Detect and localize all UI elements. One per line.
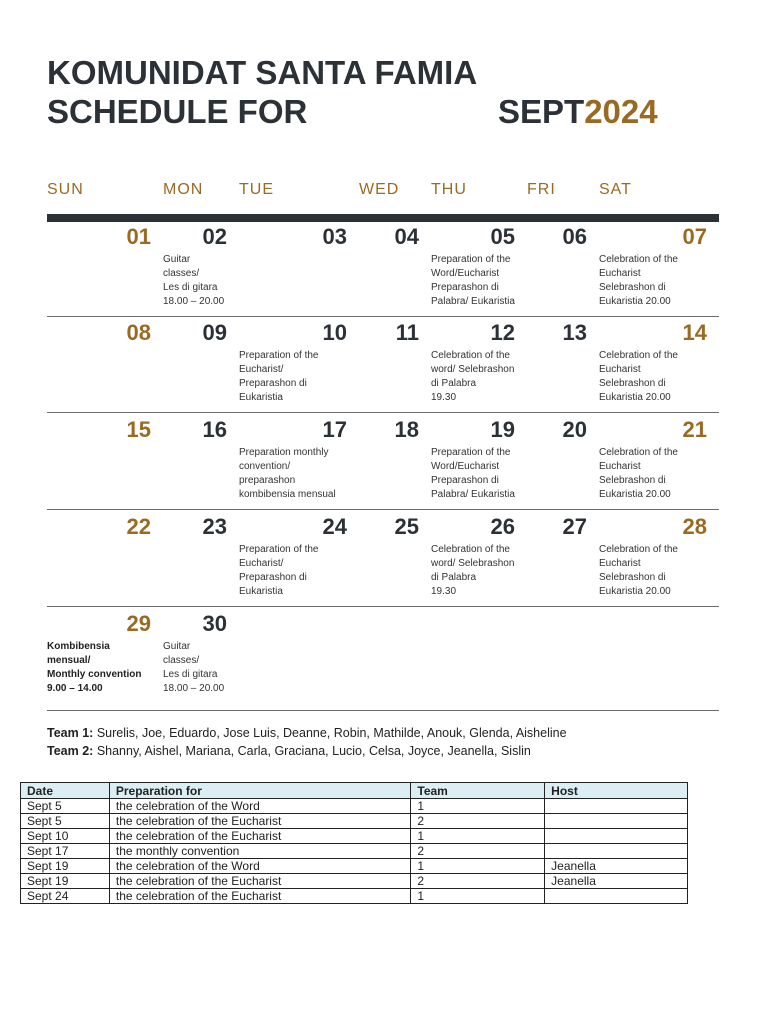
weekday-thu: THU bbox=[431, 181, 467, 198]
table-cell: 2 bbox=[411, 844, 545, 859]
title-line-2: SCHEDULE FOR bbox=[47, 93, 308, 130]
day-event-note: Celebration of the word/ Selebrashon di Palabra 19.30 bbox=[431, 544, 515, 597]
table-row bbox=[21, 889, 688, 904]
week-divider bbox=[47, 412, 719, 413]
table-row bbox=[21, 799, 688, 814]
day-event-note: Celebration of the Eucharist Selebrashon di Eukaristia 20.00 bbox=[599, 447, 678, 500]
day-number: 10 bbox=[322, 320, 347, 345]
day-number: 12 bbox=[490, 320, 515, 345]
preparation-table bbox=[20, 782, 688, 904]
day-event-note: Celebration of the Eucharist Selebrashon di Eukaristia 20.00 bbox=[599, 254, 678, 307]
day-event-note: Kombibensia mensual/ Monthly convention 9.00 – 14.00 bbox=[47, 641, 142, 694]
column-header: Team bbox=[411, 783, 545, 799]
table-cell: the monthly convention bbox=[109, 844, 411, 859]
day-number: 13 bbox=[562, 320, 587, 345]
preparation-table-header bbox=[21, 783, 688, 799]
day-number: 22 bbox=[126, 514, 151, 539]
team-2-members: Shanny, Aishel, Mariana, Carla, Graciana, Lucio, Celsa, Joyce, Jeanella, Sislin bbox=[96, 744, 531, 758]
day-event-note: Preparation monthly convention/ preparashon kombibensia mensual bbox=[239, 447, 336, 500]
table-cell: the celebration of the Eucharist bbox=[109, 889, 411, 904]
title-month-year bbox=[498, 94, 658, 130]
column-header: Date bbox=[21, 783, 110, 799]
table-cell: Jeanella bbox=[545, 874, 688, 889]
day-number: 05 bbox=[490, 224, 515, 249]
title-line-1: KOMUNIDAT SANTA FAMIA bbox=[47, 54, 478, 91]
table-cell bbox=[545, 829, 688, 844]
day-number: 19 bbox=[490, 417, 515, 442]
table-cell: 1 bbox=[411, 799, 545, 814]
week-divider bbox=[47, 316, 719, 317]
day-number: 04 bbox=[394, 224, 419, 249]
week-divider bbox=[47, 710, 719, 711]
day-event-note: Celebration of the Eucharist Selebrashon di Eukaristia 20.00 bbox=[599, 544, 678, 597]
calendar-top-bar bbox=[47, 214, 719, 222]
day-number: 27 bbox=[562, 514, 587, 539]
day-number: 07 bbox=[682, 224, 707, 249]
table-cell: the celebration of the Eucharist bbox=[109, 829, 411, 844]
table-row bbox=[21, 874, 688, 889]
day-number: 20 bbox=[562, 417, 587, 442]
day-number: 24 bbox=[322, 514, 347, 539]
day-event-note: Preparation of the Word/Eucharist Preparashon di Palabra/ Eukaristia bbox=[431, 447, 515, 500]
table-cell: 2 bbox=[411, 874, 545, 889]
day-number: 14 bbox=[682, 320, 707, 345]
table-row bbox=[21, 844, 688, 859]
preparation-table-body bbox=[21, 799, 688, 904]
week-divider bbox=[47, 606, 719, 607]
weekday-wed: WED bbox=[359, 181, 400, 198]
table-cell bbox=[545, 889, 688, 904]
table-cell: 2 bbox=[411, 814, 545, 829]
table-cell: 1 bbox=[411, 889, 545, 904]
day-event-note: Preparation of the Eucharist/ Preparashon di Eukaristia bbox=[239, 350, 319, 403]
day-number: 03 bbox=[322, 224, 347, 249]
table-cell: 1 bbox=[411, 829, 545, 844]
weekday-tue: TUE bbox=[239, 181, 274, 198]
column-header: Host bbox=[545, 783, 688, 799]
weekday-mon: MON bbox=[163, 181, 204, 198]
team-1-line bbox=[47, 726, 567, 740]
day-event-note: Celebration of the Eucharist Selebrashon di Eukaristia 20.00 bbox=[599, 350, 678, 403]
day-number: 30 bbox=[202, 611, 227, 636]
weekday-sun: SUN bbox=[47, 181, 84, 198]
table-cell: Sept 17 bbox=[21, 844, 110, 859]
day-number: 09 bbox=[202, 320, 227, 345]
day-event-note: Guitar classes/ Les di gitara 18.00 – 20.00 bbox=[163, 254, 225, 307]
weekday-sat: SAT bbox=[599, 181, 632, 198]
table-row bbox=[21, 859, 688, 874]
day-number: 25 bbox=[394, 514, 419, 539]
day-number: 15 bbox=[126, 417, 151, 442]
team-2-label: Team 2: bbox=[47, 744, 94, 758]
day-number: 29 bbox=[126, 611, 151, 636]
table-cell: Sept 19 bbox=[21, 859, 110, 874]
table-cell: Sept 5 bbox=[21, 799, 110, 814]
day-event-note: Preparation of the Word/Eucharist Preparashon di Palabra/ Eukaristia bbox=[431, 254, 515, 307]
day-number: 28 bbox=[682, 514, 707, 539]
column-header: Preparation for bbox=[109, 783, 411, 799]
weekday-fri: FRI bbox=[527, 181, 556, 198]
day-number: 08 bbox=[126, 320, 151, 345]
team-1-members: Surelis, Joe, Eduardo, Jose Luis, Deanne, Robin, Mathilde, Anouk, Glenda, Aisheline bbox=[96, 726, 567, 740]
day-number: 26 bbox=[490, 514, 515, 539]
day-number: 17 bbox=[322, 417, 347, 442]
table-cell bbox=[545, 814, 688, 829]
table-cell: the celebration of the Word bbox=[109, 799, 411, 814]
table-row bbox=[21, 829, 688, 844]
day-event-note: Preparation of the Eucharist/ Preparashon di Eukaristia bbox=[239, 544, 319, 597]
day-number: 11 bbox=[395, 320, 419, 345]
table-cell: the celebration of the Eucharist bbox=[109, 874, 411, 889]
title-month: SEPT bbox=[498, 93, 585, 130]
team-1-label: Team 1: bbox=[47, 726, 94, 740]
day-number: 18 bbox=[394, 417, 419, 442]
day-number: 01 bbox=[126, 224, 151, 249]
table-cell: Sept 19 bbox=[21, 874, 110, 889]
week-divider bbox=[47, 509, 719, 510]
table-cell: the celebration of the Word bbox=[109, 859, 411, 874]
day-number: 16 bbox=[202, 417, 227, 442]
day-number: 21 bbox=[682, 417, 707, 442]
team-2-line bbox=[47, 744, 531, 758]
table-cell bbox=[545, 799, 688, 814]
day-event-note: Guitar classes/ Les di gitara 18.00 – 20.00 bbox=[163, 641, 225, 694]
table-row bbox=[21, 814, 688, 829]
day-number: 23 bbox=[202, 514, 227, 539]
table-cell: Sept 10 bbox=[21, 829, 110, 844]
day-number: 02 bbox=[202, 224, 227, 249]
table-cell: Sept 5 bbox=[21, 814, 110, 829]
day-number: 06 bbox=[562, 224, 587, 249]
table-cell bbox=[545, 844, 688, 859]
table-cell: 1 bbox=[411, 859, 545, 874]
table-cell: Jeanella bbox=[545, 859, 688, 874]
day-event-note: Celebration of the word/ Selebrashon di Palabra 19.30 bbox=[431, 350, 515, 403]
table-cell: Sept 24 bbox=[21, 889, 110, 904]
title-year: 2024 bbox=[584, 93, 658, 130]
table-cell: the celebration of the Eucharist bbox=[109, 814, 411, 829]
